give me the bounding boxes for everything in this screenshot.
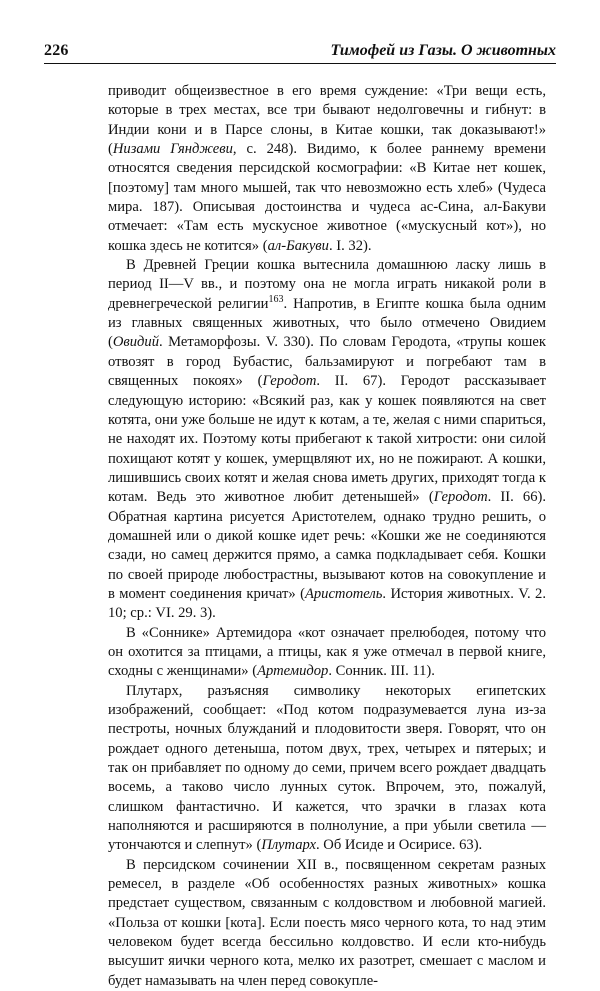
citation-al-bakuvi: ал-Бакуви	[267, 237, 329, 254]
citation-herodotus-2: Геродот	[433, 489, 488, 506]
page-header	[44, 34, 556, 64]
page-body	[108, 82, 547, 989]
paragraph-2-text-5: . II. 66). Обратная картина рисуется Аристотелем, однако трудно решить, о домашней или о дикой кошке идет речь: «Кошки же не соединяются сзади, но самец держится прямо, а самка подкладывает себя. Кошки по своей природе любострастны, вызывают котов на совокупление и в момент соединения кричат» (	[108, 489, 547, 602]
citation-aristotle: Аристотель	[304, 585, 383, 602]
paragraph-2-text-4: . II. 67). Геродот рассказывает следующую историю: «Всякий раз, как у кошек появляются на свет котята, они уже больше не идут к котам, а те, желая с ними спариться, не находят их. Поэтому коты прибегают к такой хитрости: они силой похищают котят у кошек, умерщвляют их, но не пожирают. А кошки, лишившись своих котят и желая снова иметь других, приходят тогда к котам. Ведь это животное любит детенышей» (	[108, 373, 547, 506]
page-number: 226	[44, 42, 69, 59]
citation-herodotus-1: Геродот	[262, 373, 317, 390]
paragraph-2-text-2: . Напротив, в Египте кошка была одним из главных священных животных, что было отмечено Овидием (	[108, 295, 546, 351]
citation-plutarch: Плутарх	[261, 837, 316, 854]
paragraph-2-text-3: . Метаморфозы. V. 330). По словам Геродота, «трупы кошек отвозят в город Бубастис, бальзамируют и погребают там в священных покоях» (	[108, 334, 546, 390]
header-rule	[44, 63, 556, 64]
paragraph-2-text-1: В Древней Греции кошка вытеснила домашнюю ласку лишь в период II—V вв., и поэтому она не могла играть никакой роли в древнегреческой религии	[108, 257, 546, 312]
citation-artemidorus: Артемидор	[257, 663, 329, 680]
paragraph-3-text-1: В «Соннике» Артемидора «кот означает прелюбодея, потому что он охотится за птицами, а птицы, как я уже отмечал в первой книге, сходны с женщинами» (	[108, 624, 546, 680]
paragraph-3-text-2: . Сонник. III. 11).	[328, 663, 435, 680]
paragraph-1-text-3: . I. 32).	[328, 237, 372, 254]
footnote-reference-163: 163	[268, 293, 284, 305]
citation-nizami: Низами Гянджеви	[112, 141, 233, 158]
paragraph-2-text-6: . История животных. V. 2. 10; ср.: VI. 29. 3).	[108, 585, 546, 622]
paragraph-4-text-2: . Об Исиде и Осирисе. 63).	[316, 837, 483, 854]
paragraph-1-text-1: приводит общеизвестное в его время суждение: «Три вещи есть, которые в трех местах, все три бывают недолговечны и гибнут: в Индии кони и в Парсе слоны, в Китае кошки, так доказывают!» (	[108, 83, 546, 158]
paragraph-4-text-1: Плутарх, разъясняя символику некоторых египетских изображений, сообщает: «Под котом подразумевается луна из-за пестроты, ночных блужданий и плодовитости зверя. Говорят, что он рождает одного детеныша, потом двух, трех, четырех и пятерых; и так он прибавляет по одному до семи, причем всего рождает двадцать восемь, а таково число лунных суток. Впрочем, это, пожалуй, слишком фантастично. И кажется, что зрачки в глазах кота наполняются и расширяются в полнолуние, а при убыли светила — утончаются и слепнут» (	[108, 682, 546, 854]
paragraph-1-text-2: , с. 248). Видимо, к более раннему времени относятся сведения персидской космографии: «В Китае нет кошек, [поэтому] там много мышей, так что невозможно есть хлеб» (Чудеса мира. 187). Описывая достоинства и чудеса ас-Сина, ал-Бакуви отмечает: «Там есть мускусное животное («мускусный кот»), но кошка здесь не котится» (	[108, 141, 546, 254]
paragraph-5-text-1: В персидском сочинении XII в., посвященном секретам разных ремесел, в разделе «Об особенностях разных животных» кошка предстает существом, связанным с колдовством и любовной магией. «Польза от кошки [кота]. Если поесть мясо черного кота, то над этим человеком будет всегда бессильно колдовство. И если кто-нибудь высушит яички черного кота, мелко их разотрет, смешает с маслом и будет намазывать на член перед совокупле-	[108, 856, 546, 989]
running-title: Тимофей из Газы. О животных	[330, 42, 556, 59]
paragraph-1	[108, 82, 546, 256]
paragraph-2	[108, 256, 546, 624]
citation-ovid: Овидий	[112, 334, 160, 351]
paragraph-3	[108, 624, 546, 682]
paragraph-4	[108, 682, 546, 856]
paragraph-5	[108, 856, 546, 991]
